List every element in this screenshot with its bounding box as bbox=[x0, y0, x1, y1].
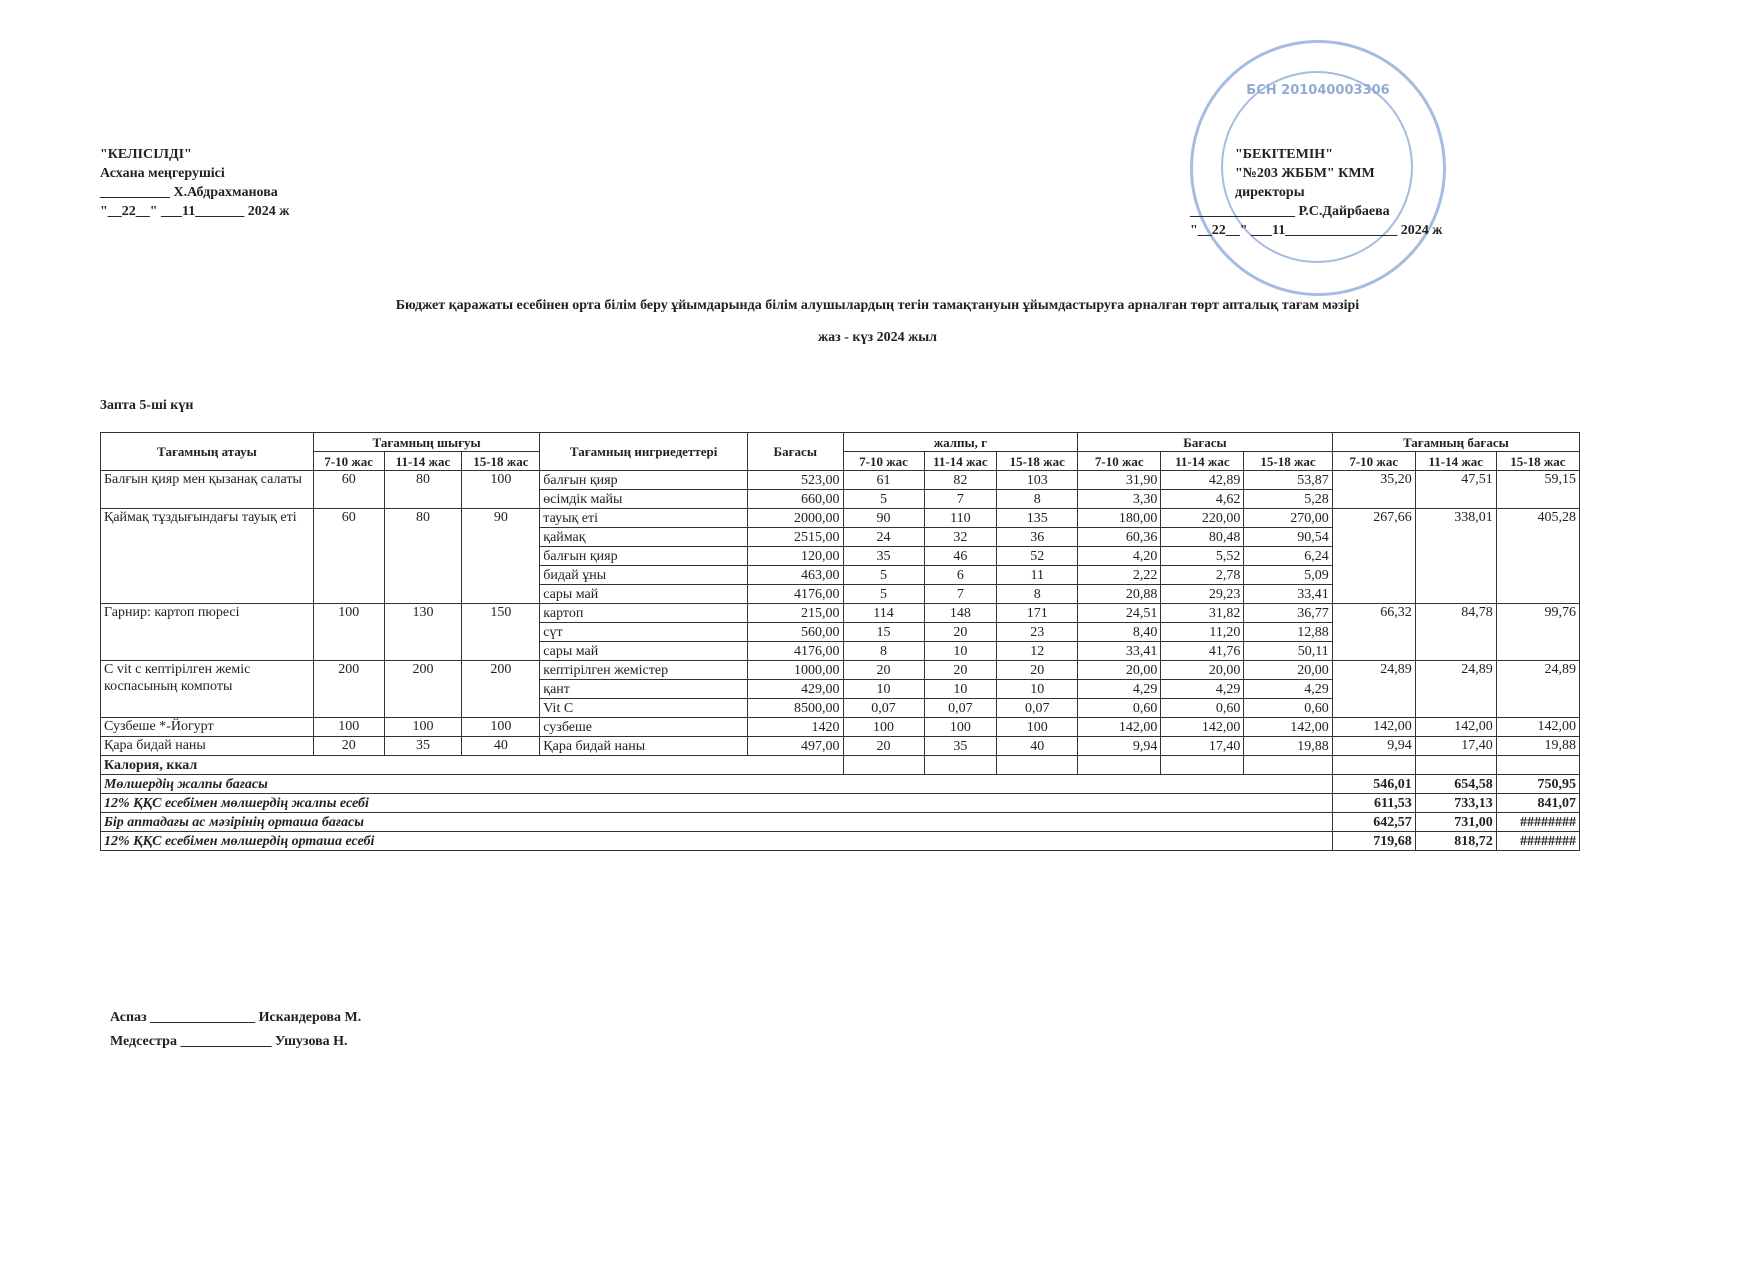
yield-value: 200 bbox=[384, 661, 462, 718]
gross-grams: 8 bbox=[997, 585, 1078, 604]
age-11-14: 11-14 жас bbox=[924, 452, 997, 471]
menu-table bbox=[100, 432, 1580, 851]
ingredient-cost: 5,52 bbox=[1161, 547, 1244, 566]
calorie-label: Калория, ккал bbox=[101, 756, 844, 775]
ingredient-name: сузбеше bbox=[540, 718, 748, 737]
approval-right bbox=[1190, 145, 1443, 240]
gross-grams: 100 bbox=[924, 718, 997, 737]
dish-price: 19,88 bbox=[1496, 737, 1579, 756]
gross-grams: 110 bbox=[924, 509, 997, 528]
calorie-cell bbox=[1161, 756, 1244, 775]
calorie-cell bbox=[1415, 756, 1496, 775]
ingredient-cost: 24,51 bbox=[1078, 604, 1161, 623]
col-cost: Бағасы bbox=[1078, 433, 1332, 452]
ingredient-name: картоп bbox=[540, 604, 748, 623]
ingredient-cost: 142,00 bbox=[1161, 718, 1244, 737]
yield-value: 40 bbox=[462, 737, 540, 756]
gross-grams: 100 bbox=[997, 718, 1078, 737]
approved-label: "БЕКІТЕМІН" bbox=[1235, 147, 1333, 162]
dish-name: Қаймақ тұздығындағы тауық еті bbox=[101, 509, 314, 604]
ingredient-cost: 31,90 bbox=[1078, 471, 1161, 490]
age-11-14: 11-14 жас bbox=[1415, 452, 1496, 471]
table-row bbox=[101, 604, 1580, 623]
dish-price: 9,94 bbox=[1332, 737, 1415, 756]
ingredient-cost: 0,60 bbox=[1161, 699, 1244, 718]
ingredient-name: қант bbox=[540, 680, 748, 699]
dish-price: 24,89 bbox=[1415, 661, 1496, 718]
unit-price: 560,00 bbox=[747, 623, 843, 642]
ingredient-cost: 0,60 bbox=[1244, 699, 1332, 718]
gross-grams: 10 bbox=[843, 680, 924, 699]
total-value: 733,13 bbox=[1415, 794, 1496, 813]
calorie-cell bbox=[1244, 756, 1332, 775]
ingredient-cost: 20,00 bbox=[1078, 661, 1161, 680]
stamp-text: БСН 201040003306 bbox=[1246, 83, 1390, 98]
total-value: ######## bbox=[1496, 832, 1579, 851]
age-15-18: 15-18 жас bbox=[1244, 452, 1332, 471]
ingredient-cost: 60,36 bbox=[1078, 528, 1161, 547]
ingredient-cost: 12,88 bbox=[1244, 623, 1332, 642]
dish-price: 17,40 bbox=[1415, 737, 1496, 756]
unit-price: 1420 bbox=[747, 718, 843, 737]
gross-grams: 20 bbox=[843, 661, 924, 680]
gross-grams: 52 bbox=[997, 547, 1078, 566]
table-row bbox=[101, 471, 1580, 490]
age-7-10: 7-10 жас bbox=[1332, 452, 1415, 471]
ingredient-name: қаймақ bbox=[540, 528, 748, 547]
ingredient-cost: 142,00 bbox=[1078, 718, 1161, 737]
document-title: Бюджет қаражаты есебінен орта білім беру ұйымдарында білім алушылардың тегін тамақтануын ұйымдастыруға арналған төрт апталық тағам мәзірі bbox=[395, 298, 1360, 313]
gross-grams: 12 bbox=[997, 642, 1078, 661]
calorie-cell bbox=[1332, 756, 1415, 775]
dish-price: 338,01 bbox=[1415, 509, 1496, 604]
canteen-manager-position: Асхана меңгерушісі bbox=[100, 166, 225, 181]
col-dish-name: Тағамның атауы bbox=[101, 433, 314, 471]
gross-grams: 100 bbox=[843, 718, 924, 737]
gross-grams: 20 bbox=[924, 623, 997, 642]
gross-grams: 135 bbox=[997, 509, 1078, 528]
ingredient-name: бидай ұны bbox=[540, 566, 748, 585]
yield-value: 80 bbox=[384, 471, 462, 509]
table-row bbox=[101, 509, 1580, 528]
director-position: директоры bbox=[1235, 185, 1305, 200]
ingredient-cost: 5,28 bbox=[1244, 490, 1332, 509]
yield-value: 100 bbox=[313, 604, 384, 661]
dish-price: 24,89 bbox=[1332, 661, 1415, 718]
ingredient-cost: 41,76 bbox=[1161, 642, 1244, 661]
ingredient-cost: 3,30 bbox=[1078, 490, 1161, 509]
unit-price: 120,00 bbox=[747, 547, 843, 566]
unit-price: 4176,00 bbox=[747, 585, 843, 604]
dish-price: 66,32 bbox=[1332, 604, 1415, 661]
dish-price: 142,00 bbox=[1496, 718, 1579, 737]
age-7-10: 7-10 жас bbox=[1078, 452, 1161, 471]
yield-value: 60 bbox=[313, 509, 384, 604]
dish-price: 35,20 bbox=[1332, 471, 1415, 509]
ingredient-cost: 2,22 bbox=[1078, 566, 1161, 585]
total-label: 12% ҚҚС есебімен мөлшердің орташа есебі bbox=[101, 832, 1333, 851]
gross-grams: 0,07 bbox=[924, 699, 997, 718]
gross-grams: 8 bbox=[997, 490, 1078, 509]
ingredient-cost: 36,77 bbox=[1244, 604, 1332, 623]
ingredient-name: тауық еті bbox=[540, 509, 748, 528]
unit-price: 2000,00 bbox=[747, 509, 843, 528]
yield-value: 100 bbox=[462, 718, 540, 737]
total-value: 546,01 bbox=[1332, 775, 1415, 794]
table-row bbox=[101, 661, 1580, 680]
dish-price: 24,89 bbox=[1496, 661, 1579, 718]
ingredient-cost: 4,20 bbox=[1078, 547, 1161, 566]
ingredient-cost: 80,48 bbox=[1161, 528, 1244, 547]
gross-grams: 10 bbox=[997, 680, 1078, 699]
calorie-cell bbox=[924, 756, 997, 775]
total-row bbox=[101, 832, 1580, 851]
yield-value: 20 bbox=[313, 737, 384, 756]
gross-grams: 35 bbox=[924, 737, 997, 756]
age-15-18: 15-18 жас bbox=[462, 452, 540, 471]
gross-grams: 10 bbox=[924, 642, 997, 661]
gross-grams: 35 bbox=[843, 547, 924, 566]
yield-value: 100 bbox=[313, 718, 384, 737]
unit-price: 1000,00 bbox=[747, 661, 843, 680]
dish-name: Гарнир: картоп пюресі bbox=[101, 604, 314, 661]
ingredient-name: сүт bbox=[540, 623, 748, 642]
dish-name: Балғын қияр мен қызанақ салаты bbox=[101, 471, 314, 509]
dish-price: 47,51 bbox=[1415, 471, 1496, 509]
calorie-cell bbox=[843, 756, 924, 775]
ingredient-cost: 4,29 bbox=[1244, 680, 1332, 699]
ingredient-cost: 6,24 bbox=[1244, 547, 1332, 566]
gross-grams: 5 bbox=[843, 566, 924, 585]
gross-grams: 46 bbox=[924, 547, 997, 566]
gross-grams: 82 bbox=[924, 471, 997, 490]
gross-grams: 7 bbox=[924, 585, 997, 604]
ingredient-cost: 5,09 bbox=[1244, 566, 1332, 585]
unit-price: 8500,00 bbox=[747, 699, 843, 718]
gross-grams: 61 bbox=[843, 471, 924, 490]
yield-value: 90 bbox=[462, 509, 540, 604]
ingredient-cost: 142,00 bbox=[1244, 718, 1332, 737]
ingredient-cost: 53,87 bbox=[1244, 471, 1332, 490]
gross-grams: 32 bbox=[924, 528, 997, 547]
ingredient-cost: 20,88 bbox=[1078, 585, 1161, 604]
canteen-manager-name: __________ Х.Абдрахманова bbox=[100, 185, 278, 200]
gross-grams: 8 bbox=[843, 642, 924, 661]
dish-price: 267,66 bbox=[1332, 509, 1415, 604]
ingredient-cost: 50,11 bbox=[1244, 642, 1332, 661]
ingredient-name: балғын қияр bbox=[540, 547, 748, 566]
total-value: 841,07 bbox=[1496, 794, 1579, 813]
dish-price: 84,78 bbox=[1415, 604, 1496, 661]
gross-grams: 24 bbox=[843, 528, 924, 547]
col-ingredients: Тағамның ингриедеттері bbox=[540, 433, 748, 471]
age-15-18: 15-18 жас bbox=[997, 452, 1078, 471]
total-row bbox=[101, 775, 1580, 794]
ingredient-cost: 90,54 bbox=[1244, 528, 1332, 547]
col-yield: Тағамның шығуы bbox=[313, 433, 539, 452]
ingredient-name: балғын қияр bbox=[540, 471, 748, 490]
agreed-label: "КЕЛІСІЛДІ" bbox=[100, 147, 192, 162]
unit-price: 523,00 bbox=[747, 471, 843, 490]
ingredient-cost: 8,40 bbox=[1078, 623, 1161, 642]
gross-grams: 11 bbox=[997, 566, 1078, 585]
unit-price: 215,00 bbox=[747, 604, 843, 623]
total-row bbox=[101, 813, 1580, 832]
yield-value: 80 bbox=[384, 509, 462, 604]
ingredient-cost: 33,41 bbox=[1078, 642, 1161, 661]
total-label: Мөлшердің жалпы бағасы bbox=[101, 775, 1333, 794]
unit-price: 660,00 bbox=[747, 490, 843, 509]
gross-grams: 114 bbox=[843, 604, 924, 623]
dish-name: Сузбеше *-Йогурт bbox=[101, 718, 314, 737]
agreed-date: "__22__" ___11_______ 2024 ж bbox=[100, 204, 290, 219]
ingredient-cost: 11,20 bbox=[1161, 623, 1244, 642]
ingredient-name: өсімдік майы bbox=[540, 490, 748, 509]
yield-value: 200 bbox=[462, 661, 540, 718]
gross-grams: 6 bbox=[924, 566, 997, 585]
ingredient-name: Қара бидай наны bbox=[540, 737, 748, 756]
col-unit-price: Бағасы bbox=[747, 433, 843, 471]
cook-signature: Аспаз _______________ Искандерова М. bbox=[110, 1010, 362, 1025]
calorie-cell bbox=[1078, 756, 1161, 775]
document-subtitle: жаз - күз 2024 жыл bbox=[817, 330, 938, 345]
calorie-cell bbox=[1496, 756, 1579, 775]
total-label: Бір аптадағы ас мәзірінің орташа бағасы bbox=[101, 813, 1333, 832]
dish-price: 99,76 bbox=[1496, 604, 1579, 661]
nurse-signature: Медсестра _____________ Ушузова Н. bbox=[110, 1034, 348, 1049]
approval-left bbox=[100, 145, 289, 221]
calorie-row bbox=[101, 756, 1580, 775]
gross-grams: 5 bbox=[843, 585, 924, 604]
header-row-1 bbox=[101, 433, 1580, 452]
director-name: _______________ Р.С.Дайрбаева bbox=[1190, 204, 1390, 219]
ingredient-cost: 4,29 bbox=[1161, 680, 1244, 699]
gross-grams: 20 bbox=[924, 661, 997, 680]
age-11-14: 11-14 жас bbox=[1161, 452, 1244, 471]
yield-value: 100 bbox=[384, 718, 462, 737]
col-gross-grams: жалпы, г bbox=[843, 433, 1078, 452]
total-value: 731,00 bbox=[1415, 813, 1496, 832]
total-value: 719,68 bbox=[1332, 832, 1415, 851]
week-day-label: 3апта 5-ші күн bbox=[100, 398, 194, 413]
gross-grams: 36 bbox=[997, 528, 1078, 547]
ingredient-cost: 20,00 bbox=[1244, 661, 1332, 680]
age-11-14: 11-14 жас bbox=[384, 452, 462, 471]
approved-date: "__22__" ___11________________ 2024 ж bbox=[1190, 223, 1443, 238]
col-dish-price: Тағамның бағасы bbox=[1332, 433, 1579, 452]
unit-price: 497,00 bbox=[747, 737, 843, 756]
total-value: ######## bbox=[1496, 813, 1579, 832]
ingredient-cost: 270,00 bbox=[1244, 509, 1332, 528]
dish-name: С vit с кептірілген жеміс коспасының компоты bbox=[101, 661, 314, 718]
ingredient-cost: 0,60 bbox=[1078, 699, 1161, 718]
total-row bbox=[101, 794, 1580, 813]
yield-value: 150 bbox=[462, 604, 540, 661]
dish-price: 142,00 bbox=[1332, 718, 1415, 737]
ingredient-cost: 220,00 bbox=[1161, 509, 1244, 528]
ingredient-cost: 29,23 bbox=[1161, 585, 1244, 604]
dish-price: 142,00 bbox=[1415, 718, 1496, 737]
age-7-10: 7-10 жас bbox=[843, 452, 924, 471]
gross-grams: 40 bbox=[997, 737, 1078, 756]
total-value: 750,95 bbox=[1496, 775, 1579, 794]
unit-price: 463,00 bbox=[747, 566, 843, 585]
gross-grams: 0,07 bbox=[843, 699, 924, 718]
ingredient-cost: 31,82 bbox=[1161, 604, 1244, 623]
gross-grams: 5 bbox=[843, 490, 924, 509]
yield-value: 200 bbox=[313, 661, 384, 718]
ingredient-name: сары май bbox=[540, 642, 748, 661]
ingredient-name: сары май bbox=[540, 585, 748, 604]
gross-grams: 0,07 bbox=[997, 699, 1078, 718]
unit-price: 2515,00 bbox=[747, 528, 843, 547]
gross-grams: 103 bbox=[997, 471, 1078, 490]
total-value: 818,72 bbox=[1415, 832, 1496, 851]
ingredient-cost: 42,89 bbox=[1161, 471, 1244, 490]
ingredient-cost: 4,62 bbox=[1161, 490, 1244, 509]
ingredient-name: Vit C bbox=[540, 699, 748, 718]
ingredient-cost: 4,29 bbox=[1078, 680, 1161, 699]
yield-value: 35 bbox=[384, 737, 462, 756]
dish-price: 405,28 bbox=[1496, 509, 1579, 604]
ingredient-cost: 2,78 bbox=[1161, 566, 1244, 585]
yield-value: 60 bbox=[313, 471, 384, 509]
table-row bbox=[101, 718, 1580, 737]
ingredient-cost: 33,41 bbox=[1244, 585, 1332, 604]
total-value: 654,58 bbox=[1415, 775, 1496, 794]
unit-price: 4176,00 bbox=[747, 642, 843, 661]
ingredient-cost: 9,94 bbox=[1078, 737, 1161, 756]
gross-grams: 171 bbox=[997, 604, 1078, 623]
table-row bbox=[101, 737, 1580, 756]
gross-grams: 148 bbox=[924, 604, 997, 623]
gross-grams: 20 bbox=[843, 737, 924, 756]
age-7-10: 7-10 жас bbox=[313, 452, 384, 471]
gross-grams: 23 bbox=[997, 623, 1078, 642]
gross-grams: 10 bbox=[924, 680, 997, 699]
yield-value: 100 bbox=[462, 471, 540, 509]
unit-price: 429,00 bbox=[747, 680, 843, 699]
ingredient-cost: 19,88 bbox=[1244, 737, 1332, 756]
age-15-18: 15-18 жас bbox=[1496, 452, 1579, 471]
ingredient-cost: 17,40 bbox=[1161, 737, 1244, 756]
organization: "№203 ЖББМ" КММ bbox=[1235, 166, 1375, 181]
dish-name: Қара бидай наны bbox=[101, 737, 314, 756]
dish-price: 59,15 bbox=[1496, 471, 1579, 509]
calorie-cell bbox=[997, 756, 1078, 775]
ingredient-name: кептірілген жемістер bbox=[540, 661, 748, 680]
gross-grams: 90 bbox=[843, 509, 924, 528]
total-label: 12% ҚҚС есебімен мөлшердің жалпы есебі bbox=[101, 794, 1333, 813]
gross-grams: 7 bbox=[924, 490, 997, 509]
yield-value: 130 bbox=[384, 604, 462, 661]
ingredient-cost: 20,00 bbox=[1161, 661, 1244, 680]
gross-grams: 20 bbox=[997, 661, 1078, 680]
ingredient-cost: 180,00 bbox=[1078, 509, 1161, 528]
total-value: 611,53 bbox=[1332, 794, 1415, 813]
total-value: 642,57 bbox=[1332, 813, 1415, 832]
gross-grams: 15 bbox=[843, 623, 924, 642]
